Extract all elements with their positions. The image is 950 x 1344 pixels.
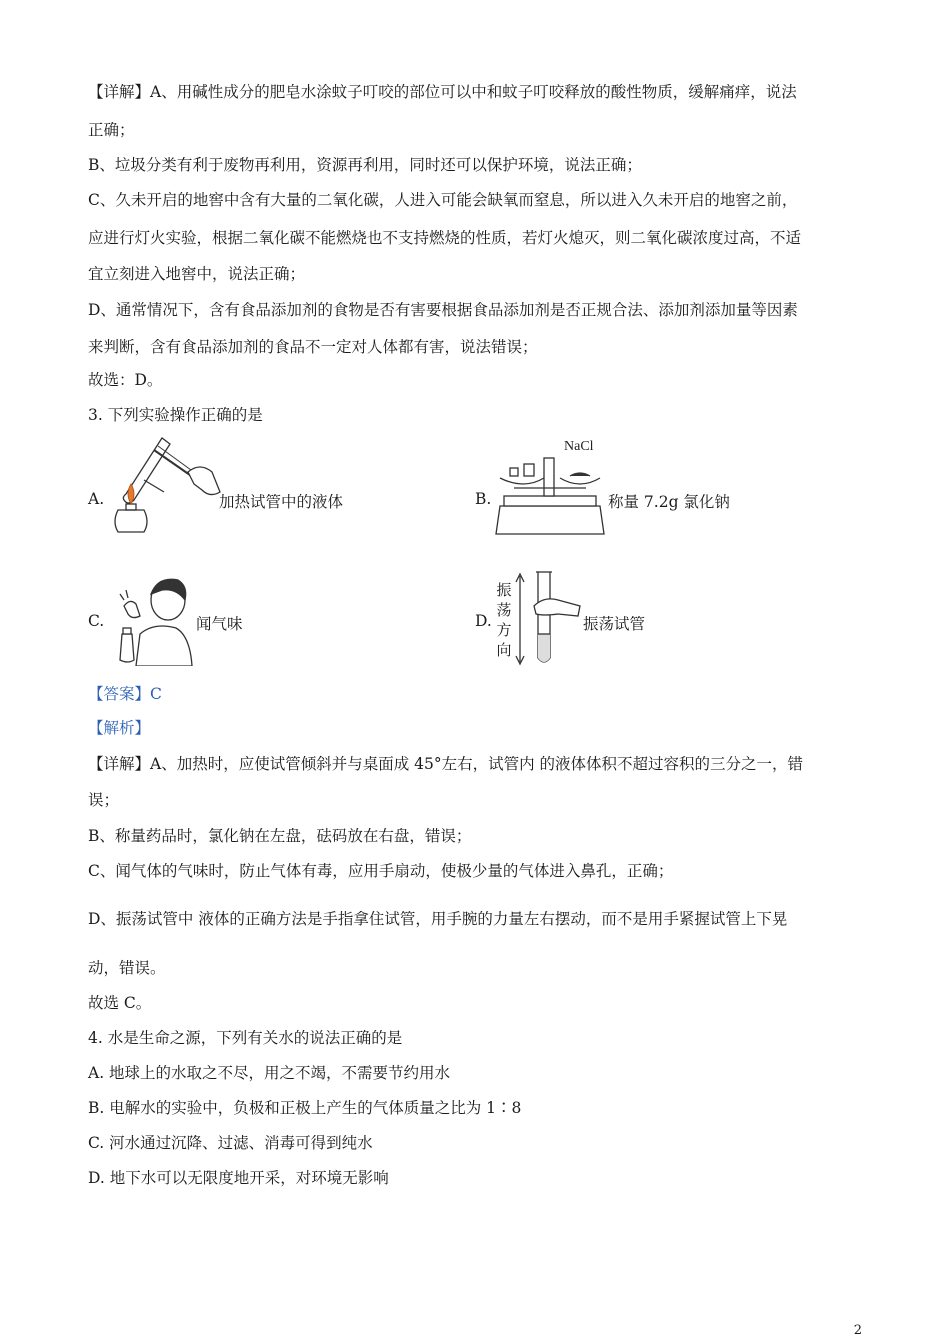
q2-detail-line-7: D、通常情况下，含有食品添加剂的食物是否有害要根据食品添加剂是否正规合法、添加剂添加量等因素 <box>88 301 798 319</box>
shake-direction-char: 振 <box>496 581 512 599</box>
q3-answer: 【答案】C <box>88 685 162 703</box>
q3-conclusion: 故选 C。 <box>88 994 152 1012</box>
q3-detail-line-4: C、闻气体的气味时，防止气体有毒，应用手扇动，使极少量的气体进入鼻孔，正确； <box>88 862 674 880</box>
page-number: 2 <box>853 1323 862 1338</box>
shake-direction-label <box>494 580 514 660</box>
q3-option-a-caption: 加热试管中的液体 <box>219 493 344 511</box>
q2-detail-line-8: 来判断，含有食品添加剂的食品不一定对人体都有害，说法错误； <box>88 338 538 356</box>
q2-detail-line-2: 正确； <box>88 121 135 139</box>
q3-detail-line-2: 误； <box>88 791 120 809</box>
shaking-test-tube-figure <box>514 566 584 668</box>
q3-analysis-heading: 【解析】 <box>88 719 151 737</box>
q2-detail-line-5: 应进行灯火实验，根据二氧化碳不能燃烧也不支持燃烧的性质，若灯火熄灭，则二氧化碳浓度过高，不适 <box>88 229 802 247</box>
q2-conclusion: 故选：D。 <box>88 371 163 389</box>
q2-detail-line-3: B、垃圾分类有利于废物再利用，资源再利用，同时还可以保护环境，说法正确； <box>88 156 642 174</box>
q4-stem: 4. 水是生命之源，下列有关水的说法正确的是 <box>88 1029 403 1047</box>
q3-option-d-caption: 振荡试管 <box>583 615 646 633</box>
heating-test-tube-figure <box>104 432 224 536</box>
q3-option-c-letter: C. <box>88 612 105 630</box>
nacl-label: NaCl <box>564 439 594 454</box>
q3-detail-line-1: 【详解】A、加热时，应使试管倾斜并与桌面成 45°左右，试管内 的液体体积不超过容积的三分之一，错 <box>88 755 804 773</box>
shake-direction-char: 方 <box>496 621 512 639</box>
q2-detail-line-6: 宜立刻进入地窖中，说法正确； <box>88 265 306 283</box>
q3-detail-line-6: 动，错误。 <box>88 959 166 977</box>
q4-option-a: A. 地球上的水取之不尽，用之不竭，不需要节约用水 <box>88 1064 451 1082</box>
q4-option-b: B. 电解水的实验中，负极和正极上产生的气体质量之比为 1∶8 <box>88 1099 522 1117</box>
shake-direction-char: 向 <box>496 641 512 659</box>
smelling-gas-figure <box>110 574 196 666</box>
q4-option-d: D. 地下水可以无限度地开采，对环境无影响 <box>88 1169 389 1187</box>
q3-option-d-letter: D. <box>475 612 492 630</box>
shake-direction-char: 荡 <box>496 601 512 619</box>
q3-detail-line-3: B、称量药品时，氯化钠在左盘，砝码放在右盘，错误； <box>88 827 472 845</box>
q3-option-c-caption: 闻气味 <box>196 615 243 633</box>
balance-scale-figure <box>494 436 606 536</box>
q2-detail-line-4: C、久未开启的地窖中含有大量的二氧化碳，人进入可能会缺氧而窒息，所以进入久未开启的地窖之前， <box>88 191 798 209</box>
q3-detail-line-5: D、振荡试管中 液体的正确方法是手指拿住试管，用手腕的力量左右摆动，而不是用手紧握试管上下晃 <box>88 910 788 928</box>
q3-stem: 3. 下列实验操作正确的是 <box>88 406 263 424</box>
q4-option-c: C. 河水通过沉降、过滤、消毒可得到纯水 <box>88 1134 373 1152</box>
q3-option-b-letter: B. <box>475 490 492 508</box>
q3-option-a-letter: A. <box>88 490 105 508</box>
q2-detail-line-1: 【详解】A、用碱性成分的肥皂水涂蚊子叮咬的部位可以中和蚊子叮咬释放的酸性物质，缓解痛痒，说法 <box>88 83 797 101</box>
q3-option-b-caption: 称量 7.2g 氯化钠 <box>608 493 730 511</box>
